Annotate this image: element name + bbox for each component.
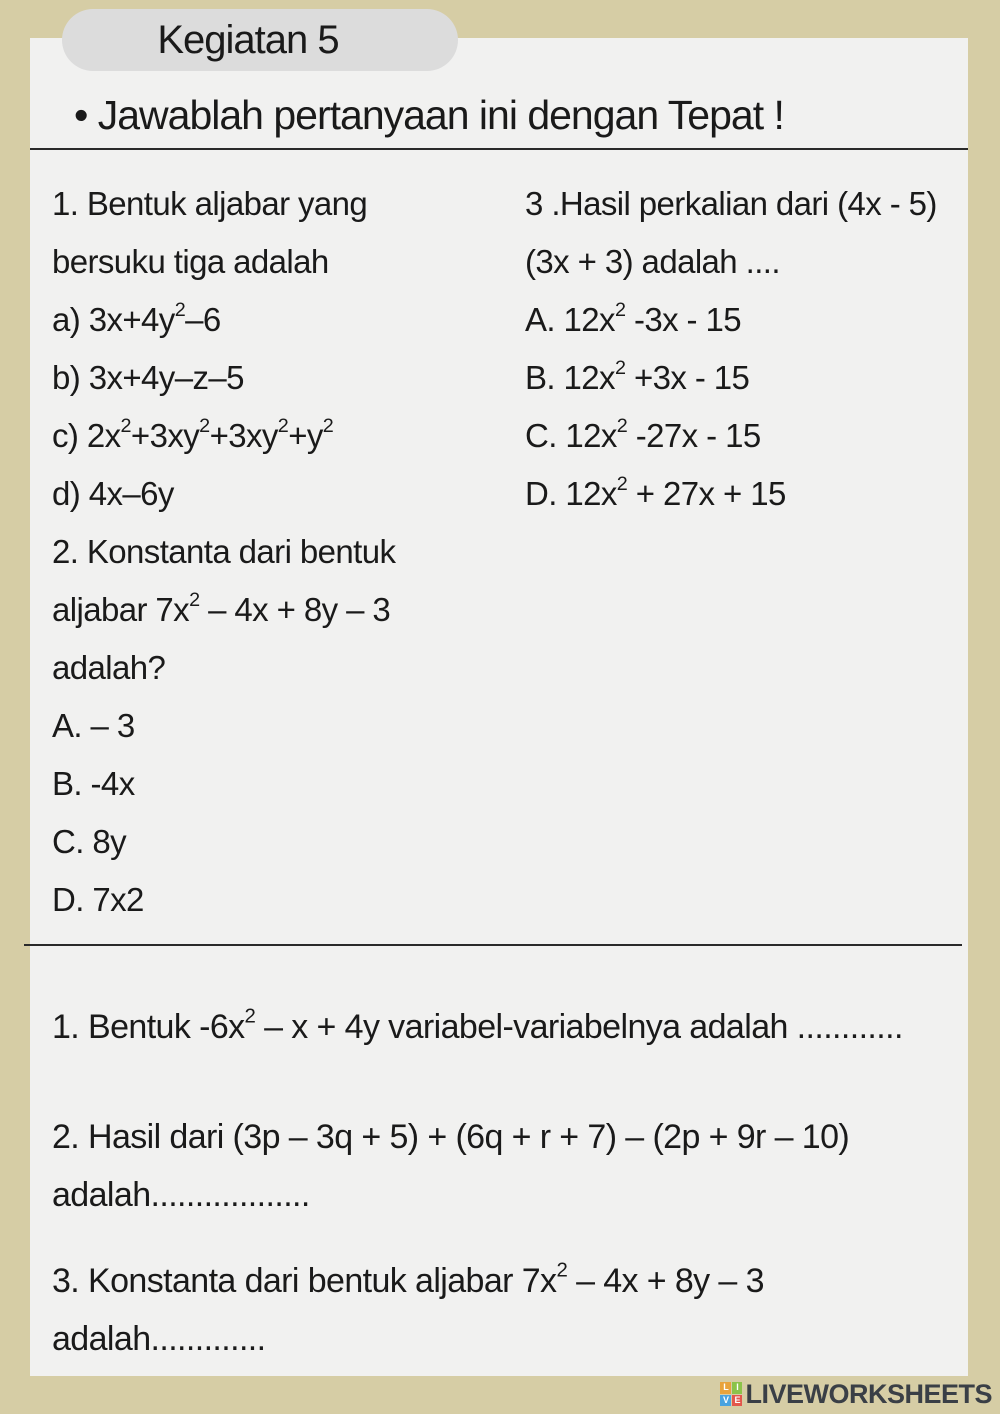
essay-question-2-line-1: 2. Hasil dari (3p – 3q + 5) + (6q + r + 7) – (2p + 9r – 10) <box>52 1118 850 1156</box>
q3-text-line-2: (3x + 3) adalah .... <box>525 243 780 280</box>
q3-option-d[interactable]: D. $12x^2 + 27x + 15$ <box>525 473 786 512</box>
q3-option-b[interactable]: B. $12x^2 +3x - 15$ <box>525 357 750 396</box>
q1-option-a[interactable]: a) $3x+4y^2-6$ <box>52 299 221 338</box>
essay-question-3-line-2: adalah............. <box>52 1320 266 1358</box>
page-title: Kegiatan 5 <box>157 17 339 62</box>
liveworksheets-icon: L I V E <box>720 1382 742 1406</box>
q1-option-b[interactable]: b) 3x+4y–z–5 <box>52 359 244 396</box>
q3-option-a[interactable]: A. $12x^2$ -3x - 15 <box>525 299 742 338</box>
essay-question-2-line-2: adalah.................. <box>52 1176 310 1214</box>
q2-text-line-2: aljabar $7x^2 - 4x + 8y - 3$ <box>52 589 391 628</box>
q1-option-d[interactable]: d) 4x–6y <box>52 475 174 512</box>
title-pill <box>62 9 458 71</box>
q2-text-line-3: adalah? <box>52 649 166 686</box>
divider-top <box>30 148 968 150</box>
q1-option-c[interactable]: c) $2x^2+3xy^2+3xy^2+y^2$ <box>52 415 334 454</box>
q2-option-d[interactable]: D. 7x2 <box>52 881 144 918</box>
q3-option-c[interactable]: C. $12x^2$ -27x - 15 <box>525 415 761 454</box>
right-question-column <box>525 175 965 523</box>
liveworksheets-logo[interactable] <box>720 1378 992 1410</box>
left-question-column <box>52 175 492 929</box>
q2-option-c[interactable]: C. 8y <box>52 823 127 860</box>
q1-text-line-2: bersuku tiga adalah <box>52 243 329 280</box>
essay-question-1: 1. Bentuk $-6x^2 - x + 4y$ variabel-variabelnya adalah ............ <box>52 1005 903 1046</box>
divider-middle <box>24 944 962 946</box>
essay-question-3-line-1: 3. Konstanta dari bentuk aljabar $7x^2 - 4x + 8y - 3$ <box>52 1259 764 1300</box>
q2-text-line-1: 2. Konstanta dari bentuk <box>52 533 396 570</box>
q3-text-line-1: 3 .Hasil perkalian dari (4x - 5) <box>525 185 937 222</box>
q2-option-a[interactable]: A. – 3 <box>52 707 135 744</box>
q1-text-line-1: 1. Bentuk aljabar yang <box>52 185 368 222</box>
instruction-text: • Jawablah pertanyaan ini dengan Tepat ! <box>74 92 784 138</box>
brand-name: LIVEWORKSHEETS <box>745 1378 992 1409</box>
q2-option-b[interactable]: B. -4x <box>52 765 135 802</box>
